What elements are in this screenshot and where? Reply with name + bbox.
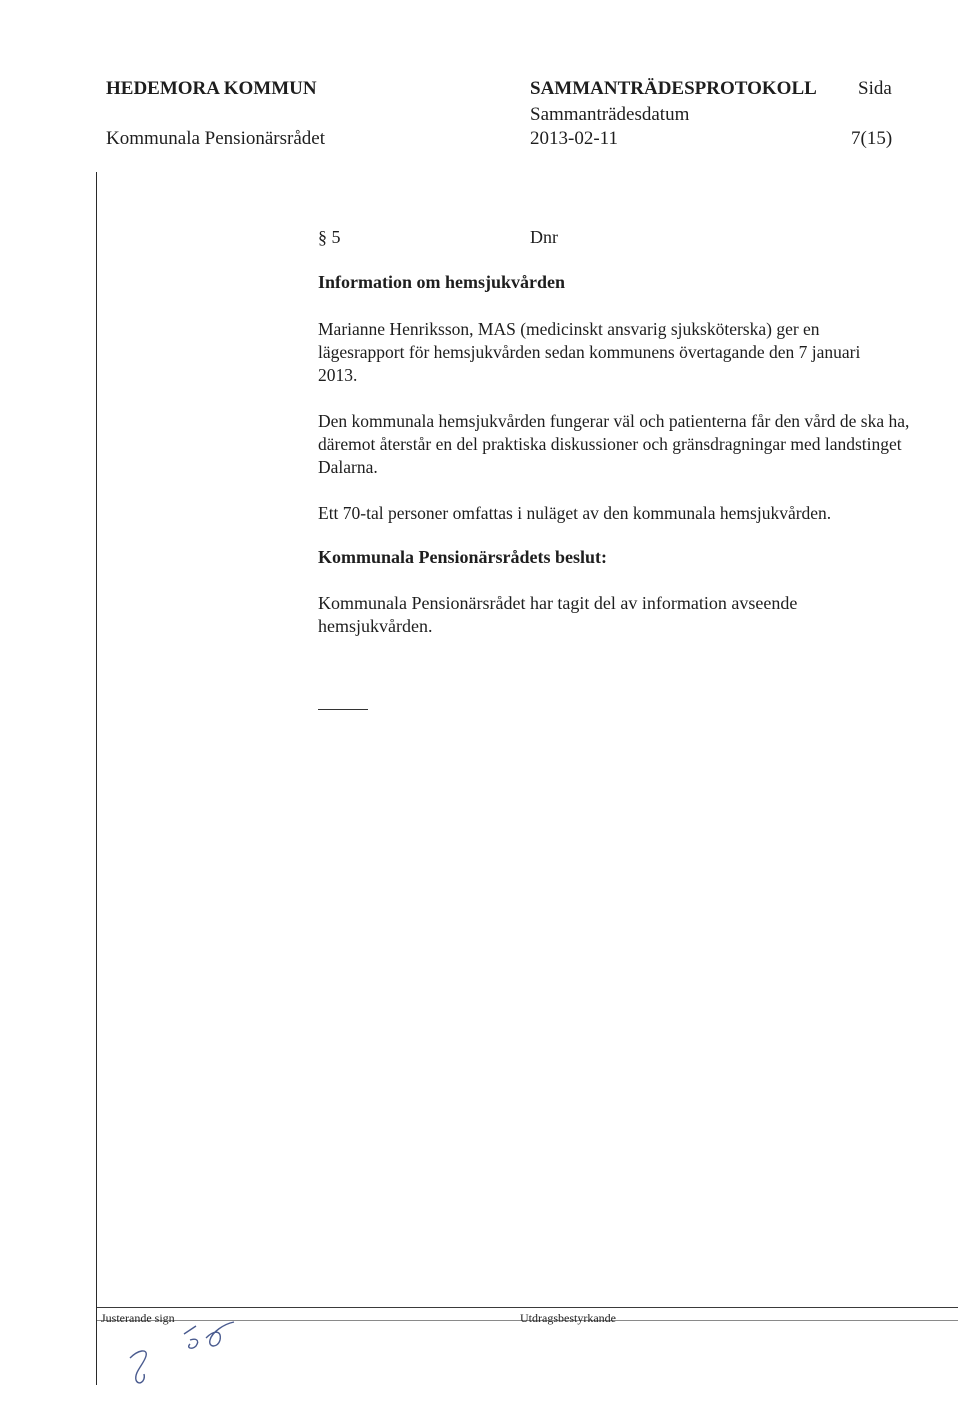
page-label: Sida — [858, 78, 892, 99]
footer-margin-rule — [96, 1307, 97, 1385]
margin-rule — [96, 172, 97, 1384]
org-name: HEDEMORA KOMMUN — [106, 78, 317, 99]
decision-text: Kommunala Pensionärsrådet har tagit del av information avseende hemsjukvården. — [318, 593, 798, 636]
justerande-label: Justerande sign — [101, 1311, 175, 1325]
end-dash — [318, 709, 368, 710]
paragraph-report: Marianne Henriksson, MAS (medicinskt ansvarig sjuksköterska) ger en lägesrapport för hemsjukvården sedan kommunens övertagande den 7 januari 2013. — [318, 319, 861, 385]
section-number: § 5 — [318, 227, 341, 247]
utdrag-label: Utdragsbestyrkande — [520, 1311, 616, 1325]
committee-name: Kommunala Pensionärsrådet — [106, 128, 325, 149]
decision-heading: Kommunala Pensionärsrådets beslut: — [318, 547, 608, 567]
paragraph-count: Ett 70-tal personer omfattas i nuläget av den kommunala hemsjukvården. — [318, 503, 832, 523]
document-type: SAMMANTRÄDESPROTOKOLL — [530, 78, 817, 99]
signature-initials — [110, 1310, 250, 1390]
dnr-label: Dnr — [530, 227, 558, 247]
paragraph-status: Den kommunala hemsjukvården fungerar väl och patienterna får den vård de ska ha, däremot återstår en del praktiska diskussioner och gränsdragningar med landstinget Dalarna. — [318, 411, 910, 477]
section-title: Information om hemsjukvården — [318, 272, 566, 292]
page-number: 7(15) — [851, 128, 893, 149]
meeting-date: 2013-02-11 — [530, 128, 618, 149]
footer-rule — [96, 1307, 958, 1308]
date-label: Sammanträdesdatum — [530, 104, 690, 125]
